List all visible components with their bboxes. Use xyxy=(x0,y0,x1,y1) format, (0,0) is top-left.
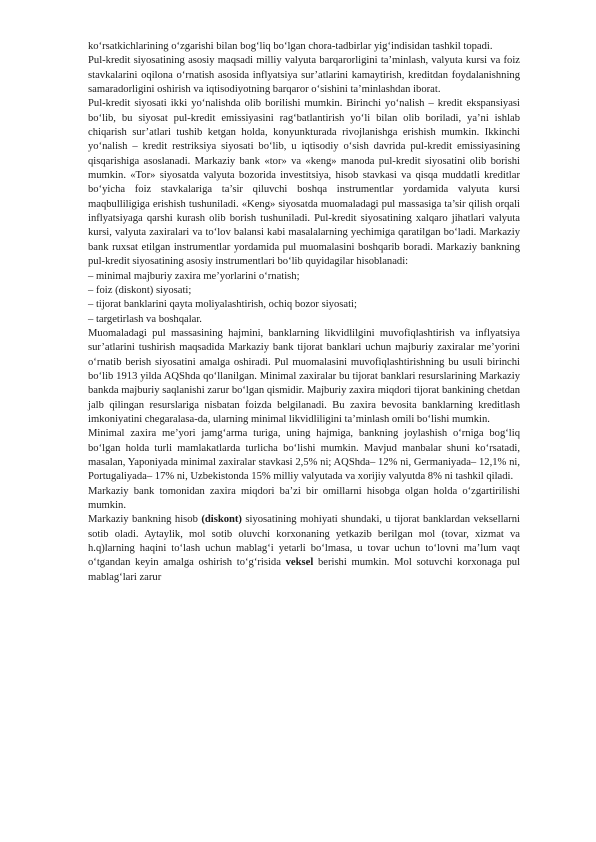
paragraph-reserve-changes: Markaziy bank tomonidan zaxira miqdori ba’zi bir omillarni hisobga olgan holda o‘zgartirilishi mumkin. xyxy=(88,485,520,511)
paragraph-reserve-requirements: Muomaladagi pul massasining hajmini, banklarning likvidlilgini muvofiqlashtirish va inflyatsiya sur’atlarini tushirish maqsadida Markaziy bank tijorat banklari uchun majburiy zaxiralar me’yorini o‘rnatib berish siyosatini amalga oshiradi. Pul muomalasini muvofiqlashtirishning bu usuli birinchi bo‘lib 1913 yilda AQShda qo‘llanilgan. Minimal zaxiralar bu tijorat banklari resurslarining Markaziy bankda majburiy saqlanishi zarur bo‘lgan qismidir. Majburiy zaxira miqdori tijorat bankining chetdan jalb qilingan resurslariga nisbatan foizda belgilanadi. Bu zaxira bevosita banklarning kreditlash imkoniyatini chegaralasa-da, ularning minimal likvidliligini ta’minlash omili bo‘lishi mumkin. xyxy=(88,327,520,425)
list-item: – minimal majburiy zaxira me’yorlarini o‘rnatish; xyxy=(88,270,300,282)
list-item: – foiz (diskont) siyosati; xyxy=(88,284,192,296)
paragraph-discount-policy xyxy=(88,513,520,585)
text-run: berishi mumkin. Mol sotuvchi korxonaga pul mablag‘lari zarur xyxy=(88,557,521,583)
bold-term-veksel: veksel xyxy=(285,557,314,569)
text-run: Markaziy bankning hisob xyxy=(88,514,202,526)
paragraph-policy-directions: Pul-kredit siyosati ikki yo‘nalishda olib borilishi mumkin. Birinchi yo‘nalish – kredit ekspansiyasi bo‘lib, bu siyosat pul-kredit emissiyasini rag‘batlantirish yo‘li bilan olib boriladi, ya’ni ishlab chiqarish sur’atlari tushib ketgan holda, konyunkturada rivojlanishga erishish mumkin. Ikkinchi yo‘nalish – kredit restriksiya siyosati bo‘lib, u iqtisodiy o‘sish davrida pul-kredit emissiyasining qisqarishiga asoslanadi. Markaziy bank «tor» va «keng» manoda pul-kredit siyosatini olib borishi mumkin. «Tor» siyosatda valyuta bozorida investitsiya, hisob stavkasi va qisqa muddatli kreditlar bo‘yicha foiz stavkalariga ta’sir qiluvchi boshqa instrumentlar yordamida valyuta kursi maqbulliligiga erishish tushuniladi. «Keng» siyosatda muomaladagi pul massasiga ta’sir qilish orqali inflyatsiyaga qarshi kurash olib borish tushuniladi. Pul-kredit siyosatining xalqaro jihatlari valyuta kursi, valyuta zaxiralari va to‘lov balansi kabi masalalarning yechimiga qaratilgan bo‘ladi. Markaziy bank ruxsat etilgan instrumentlar yordamida pul muomalasini boshqarib boradi. Markaziy bankning pul-kredit siyosatining asosiy instrumentlari bo‘lib quyidagilar hisoblanadi: xyxy=(88,98,520,268)
paragraph-policy-goal: Pul-kredit siyosatining asosiy maqsadi milliy valyuta barqarorligini ta’minlash, valyuta kursi va foiz stavkalarini oqilona o‘rnatish asosida inflyatsiya sur’atlarini kamaytirish, kreditdan foydalanishning samaradorligini oshirish va iqtisodiyotning barqaror o‘sishini ta’minlashdan iborat. xyxy=(88,55,520,96)
list-item: – targetirlash va boshqalar. xyxy=(88,313,202,325)
document-page xyxy=(88,40,520,585)
paragraph-intro-continuation: ko‘rsatkichlarining o‘zgarishi bilan bog‘liq bo‘lgan chora-tadbirlar yig‘indisidan tashkil topadi. xyxy=(88,41,493,52)
paragraph-reserve-rates: Minimal zaxira me’yori jamg‘arma turiga, uning hajmiga, bankning joylashish o‘rniga bog‘liq bo‘lgan holda turli mamlakatlarda turlicha bo‘lishi mumkin. Mavjud manbalar shuni ko‘rsatadi, masalan, Yaponiyada minimal zaxiralar stavkasi 2,5% ni; AQShda– 12% ni, Germaniyada– 12,1% ni, Portugaliyada– 17% ni, Uzbekistonda 15% milliy valyutada va xorijiy valyutda 8% ni tashkil qiladi. xyxy=(88,428,520,483)
bold-term-diskont: (diskont) xyxy=(201,514,242,526)
text-run: siyosatining mohiyati shundaki, u tijorat banklardan veksellarni sotib oladi. Aytaylik, mol sotib oluvchi korxonaning yetkazib berilgan mol (tovar, xizmat va h.q)larning haqini to‘lash uchun mablag‘i yetarli bo‘lmasa, u tovar uchun to‘lovni ma’lum vaqt o‘tgandan keyin amalga oshirish to‘g‘risida xyxy=(88,514,520,569)
list-item: – tijorat banklarini qayta moliyalashtirish, ochiq bozor siyosati; xyxy=(88,299,357,311)
